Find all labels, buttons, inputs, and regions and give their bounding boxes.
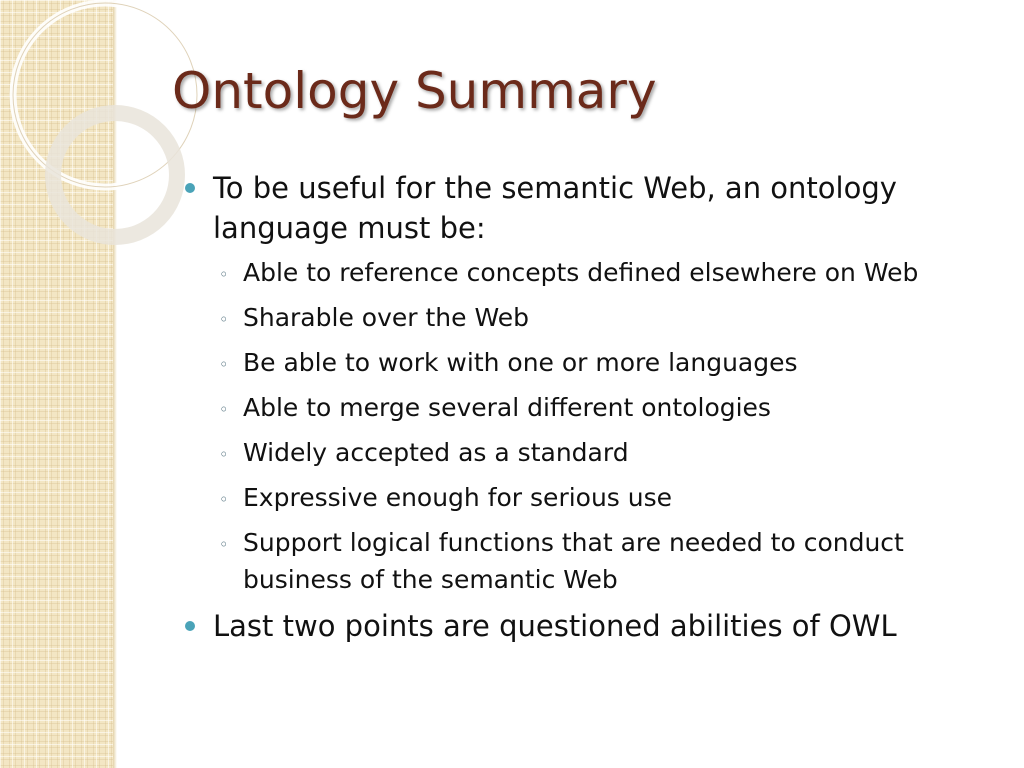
bullet-item: [183, 606, 983, 646]
hollow-circle-bullet-icon: ◦: [219, 445, 229, 464]
hollow-circle-bullet-icon: ◦: [219, 535, 229, 554]
sub-bullet-text: Able to reference concepts defined elsewhere on Web: [243, 258, 919, 287]
sub-bullet-list: [183, 254, 983, 598]
decorative-rings: [0, 0, 200, 260]
sub-bullet-item: [183, 479, 983, 516]
hollow-circle-bullet-icon: ◦: [219, 400, 229, 419]
decorative-ring-inner: [53, 113, 177, 237]
hollow-circle-bullet-icon: ◦: [219, 490, 229, 509]
sub-bullet-item: [183, 299, 983, 336]
bullet-item: [183, 168, 983, 248]
sub-bullet-text: Sharable over the Web: [243, 303, 529, 332]
sub-bullet-item: [183, 434, 983, 471]
sub-bullet-text: Be able to work with one or more languages: [243, 348, 798, 377]
bullet-text: To be useful for the semantic Web, an ontology language must be:: [213, 171, 897, 245]
bullet-text: Last two points are questioned abilities of OWL: [213, 609, 897, 643]
slide-title: Ontology Summary: [172, 62, 657, 120]
sub-bullet-item: [183, 389, 983, 426]
bullet-dot-icon: [185, 621, 195, 631]
hollow-circle-bullet-icon: ◦: [219, 265, 229, 284]
sub-bullet-text: Able to merge several different ontologies: [243, 393, 771, 422]
sub-bullet-text: Widely accepted as a standard: [243, 438, 629, 467]
hollow-circle-bullet-icon: ◦: [219, 355, 229, 374]
bullet-dot-icon: [185, 183, 195, 193]
sub-bullet-item: [183, 254, 983, 291]
sub-bullet-item: [183, 524, 983, 598]
sub-bullet-item: [183, 344, 983, 381]
hollow-circle-bullet-icon: ◦: [219, 310, 229, 329]
slide-body: [183, 168, 983, 652]
sub-bullet-text: Support logical functions that are needed to conduct business of the semantic Web: [243, 528, 904, 594]
sub-bullet-text: Expressive enough for serious use: [243, 483, 673, 512]
